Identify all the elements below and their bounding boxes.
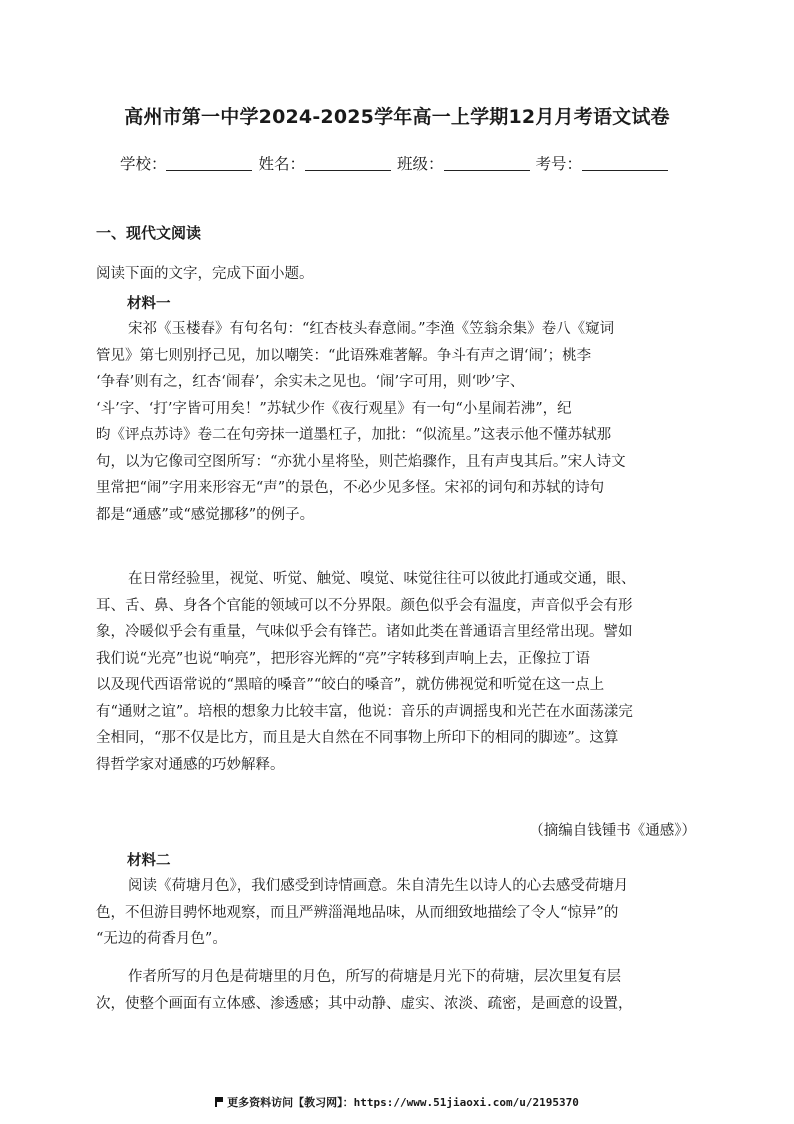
- paragraph-line: 得哲学家对通感的巧妙解释。: [96, 756, 285, 773]
- exam-title: 高州市第一中学2024-2025学年高一上学期12月月考语文试卷: [124, 106, 670, 128]
- exam-number-label: 考号：: [535, 155, 583, 173]
- material-two-label: 材料二: [127, 852, 171, 869]
- exam-number-blank[interactable]: [582, 156, 668, 171]
- flag-icon: [215, 1097, 223, 1107]
- paragraph-line: 在日常经验里，视觉、听觉、触觉、嗅觉、味觉往往可以彼此打通或交通，眼、: [128, 571, 636, 587]
- paragraph-line: 耳、舌、鼻、身各个官能的领域可以不分界限。颜色似乎会有温度，声音似乎会有形: [96, 597, 633, 614]
- student-info-line: [0, 152, 794, 174]
- material-one-source: （摘编自钱锺书《通感》）: [529, 823, 696, 839]
- material-one-paragraph-2: [96, 566, 696, 778]
- material-one-paragraph-1: [96, 316, 696, 528]
- name-label: 姓名：: [258, 155, 305, 173]
- paragraph-line: 阅读《荷塘月色》，我们感受到诗情画意。朱自清先生以诗人的心去感受荷塘月: [128, 878, 629, 894]
- section-intro: 阅读下面的文字，完成下面小题。: [96, 266, 314, 282]
- paragraph-line: 象，冷暖似乎会有重量，气味似乎会有锋芒。诸如此类在普通语言里经常出现。譬如: [96, 624, 633, 640]
- paragraph-line: 以及现代西语常说的“黑暗的嗓音”“皎白的嗓音”，就仿佛视觉和听觉在这一点上: [96, 677, 605, 693]
- paragraph-line: ‘斗’字、‘打’字皆可用矣！”苏轼少作《夜行观星》有一句“小星闹若沸”，纪: [96, 400, 572, 417]
- paragraph-line: 色，不但游目骋怀地观察，而且严辨淄渑地品味，从而细致地描绘了令人“惊异”的: [96, 904, 619, 921]
- class-blank[interactable]: [444, 156, 530, 171]
- paragraph-line: 有“通财之谊”。培根的想象力比较丰富，他说：音乐的声调摇曳和光芒在水面荡漾完: [96, 703, 633, 720]
- paragraph-line: 都是“通感”或“感觉挪移”的例子。: [96, 506, 315, 523]
- paragraph-line: 宋祁《玉楼春》有句名句：“红杏枝头春意闹。”李渔《笠翁余集》卷八《窥词: [128, 321, 615, 337]
- name-blank[interactable]: [305, 156, 391, 171]
- paragraph-line: 昀《评点苏诗》卷二在句旁抹一道墨杠子，加批：“似流星。”这表示他不懂苏轼那: [96, 427, 612, 443]
- material-two-paragraph-1: [96, 873, 696, 953]
- paragraph-line: 管见》第七则别抒己见，加以嘲笑：“此语殊难著解。争斗有声之谓‘闹’；桃李: [96, 347, 592, 364]
- material-one-label: 材料一: [127, 295, 171, 312]
- section-heading: 一、现代文阅读: [96, 224, 202, 242]
- paragraph-line: 作者所写的月色是荷塘里的月色，所写的荷塘是月光下的荷塘，层次里复有层: [128, 969, 621, 985]
- material-two-paragraph-2: [96, 964, 696, 1017]
- paragraph-line: 里常把“闹”字用来形容无“声”的景色，不必少见多怪。宋祁的词句和苏轼的诗句: [96, 480, 605, 496]
- paragraph-line: 次，使整个画面有立体感、渗透感；其中动静、虚实、浓淡、疏密，是画意的设置，: [96, 995, 633, 1012]
- paragraph-line: 我们说“光亮”也说“响亮”，把形容光辉的“亮”字转移到声响上去，正像拉丁语: [96, 650, 590, 667]
- class-label: 班级：: [397, 155, 444, 173]
- paragraph-line: “无边的荷香月色”。: [96, 931, 227, 947]
- footer-link[interactable]: [0, 1094, 794, 1110]
- footer-text: 更多资料访问【教习网】：https://www.51jiaoxi.com/u/2195370: [227, 1096, 579, 1109]
- paragraph-line: 全相同，“那不仅是比方，而且是大自然在不同事物上所印下的相同的脚迹”。这算: [96, 730, 619, 746]
- school-blank[interactable]: [166, 156, 252, 171]
- paragraph-line: 句，以为它像司空图所写：“亦犹小星将坠，则芒焰骤作，且有声曳其后。”宋人诗文: [96, 453, 626, 470]
- school-label: 学校：: [119, 155, 167, 173]
- paragraph-line: ‘争春’则有之，红杏‘闹春’，余实未之见也。‘闹’字可用，则‘吵’字、: [96, 374, 525, 390]
